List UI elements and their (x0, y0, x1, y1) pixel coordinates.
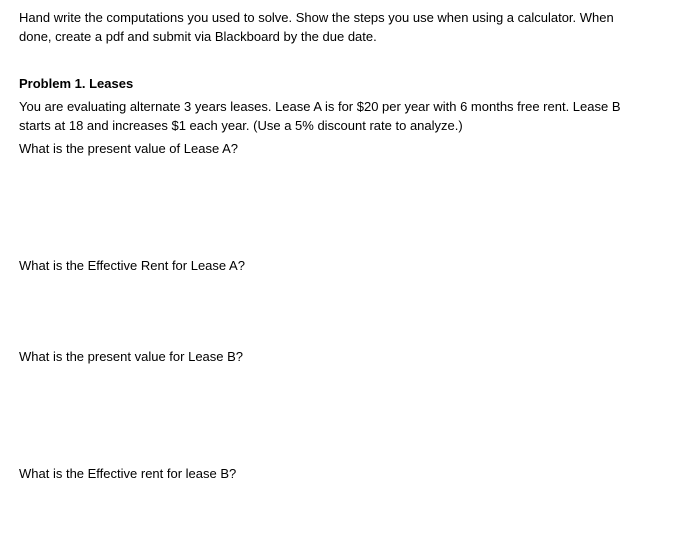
problem-1-heading: Problem 1. Leases (19, 76, 134, 91)
question-effective-rent-lease-b: What is the Effective rent for lease B? (19, 466, 237, 481)
question-pv-lease-a: What is the present value of Lease A? (19, 141, 238, 156)
question-pv-lease-b: What is the present value for Lease B? (19, 349, 244, 364)
question-effective-rent-lease-a: What is the Effective Rent for Lease A? (19, 258, 245, 273)
instructions-line-2: done, create a pdf and submit via Blackboard by the due date. (19, 29, 377, 44)
problem-1-body-line-1: You are evaluating alternate 3 years leases. Lease A is for $20 per year with 6 months free rent. Lease B (19, 99, 621, 114)
instructions-line-1: Hand write the computations you used to solve. Show the steps you use when using a calculator. When (19, 10, 614, 25)
problem-1-body-line-2: starts at 18 and increases $1 each year. (Use a 5% discount rate to analyze.) (19, 118, 463, 133)
